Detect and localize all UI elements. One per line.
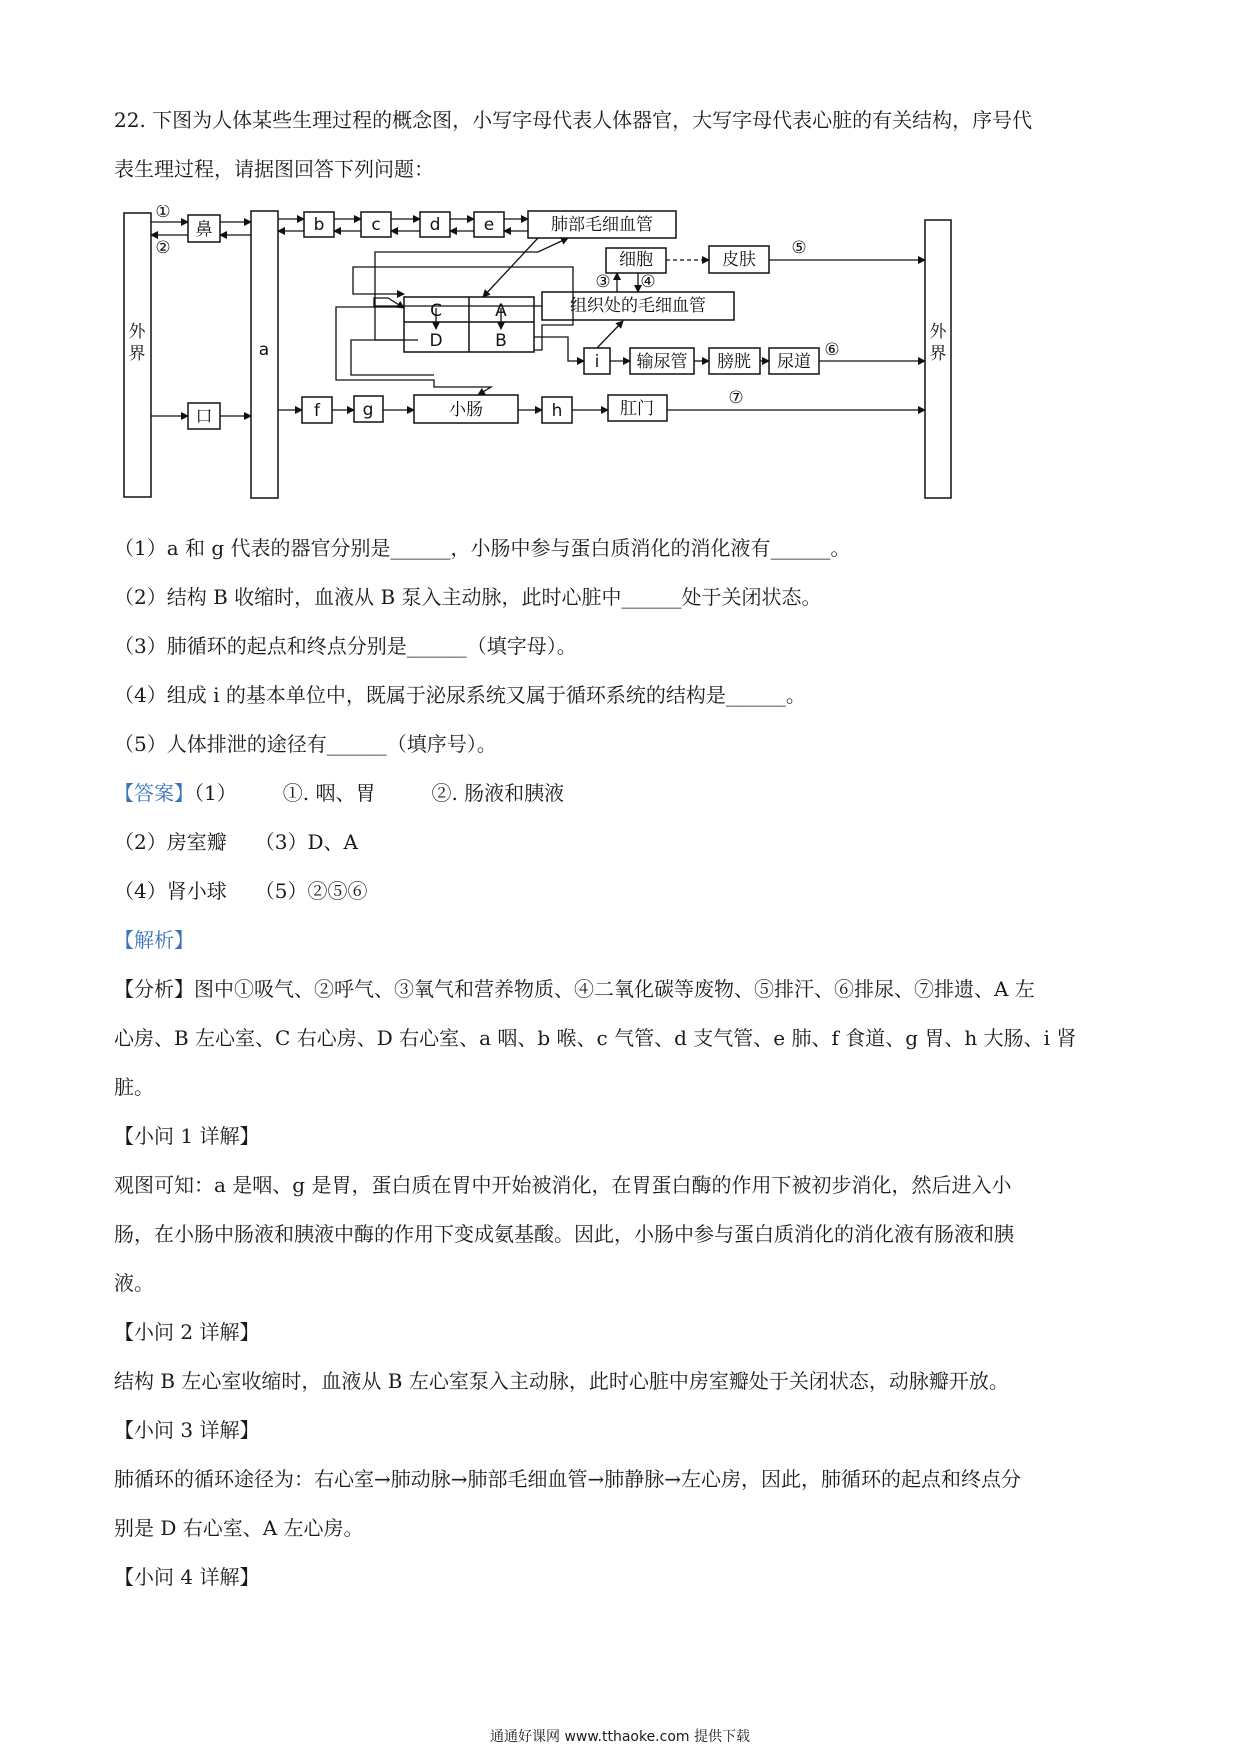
process-7-label: ⑦ bbox=[728, 388, 744, 408]
d-label: d bbox=[429, 215, 441, 235]
bladder-label: 膀胱 bbox=[717, 352, 751, 372]
g-label: g bbox=[362, 400, 374, 420]
nose-label: 鼻 bbox=[195, 220, 213, 240]
question-1: （1）a 和 g 代表的器官分别是______，小肠中参与蛋白质消化的消化液有______。 bbox=[114, 536, 851, 560]
question-stem-line-2: 表生理过程，请据图回答下列问题： bbox=[114, 157, 434, 181]
answer-label: 【答案】 bbox=[114, 781, 194, 805]
a-label: a bbox=[258, 340, 270, 360]
footer-source: 通通好课网 www.tthaoke.com 提供下载 bbox=[490, 1729, 750, 1745]
analysis-fenxi-1: 【分析】图中①吸气、②呼气、③氧气和营养物质、④二氧化碳等废物、⑤排汗、⑥排尿、⑦排遗、A 左 bbox=[114, 977, 1035, 1001]
answer-5: （5）②⑤⑥ bbox=[254, 879, 368, 903]
answer-1-part-2: ②. 肠液和胰液 bbox=[431, 781, 565, 805]
answer-line-3 bbox=[114, 875, 367, 904]
c-label: c bbox=[371, 215, 381, 235]
process-1-label: ① bbox=[155, 205, 171, 222]
urethra-label: 尿道 bbox=[777, 352, 811, 372]
tissue-cap-label: 组织处的毛细血管 bbox=[570, 296, 706, 316]
question-4: （4）组成 i 的基本单位中，既属于泌尿系统又属于循环系统的结构是______。 bbox=[114, 683, 806, 707]
subquestion-2-para-1: 结构 B 左心室收缩时，血液从 B 左心室泵入主动脉，此时心脏中房室瓣处于关闭状态，动脉瓣开放。 bbox=[114, 1369, 1009, 1393]
outside-left-char-1: 外 bbox=[128, 322, 146, 342]
question-3: （3）肺循环的起点和终点分别是______（填字母）。 bbox=[114, 634, 577, 658]
subquestion-3-para-2: 别是 D 右心室、A 左心房。 bbox=[114, 1516, 364, 1540]
answer-1-number: （1） bbox=[194, 781, 237, 805]
ureter-label: 输尿管 bbox=[636, 352, 688, 372]
subquestion-4-heading: 【小问 4 详解】 bbox=[114, 1565, 260, 1589]
b-label: b bbox=[313, 215, 325, 235]
subquestion-1-para-3: 液。 bbox=[114, 1271, 154, 1295]
subquestion-3-heading: 【小问 3 详解】 bbox=[114, 1418, 260, 1442]
process-2-label: ② bbox=[155, 238, 171, 258]
outside-right-char-1: 外 bbox=[929, 322, 947, 342]
process-6-label: ⑥ bbox=[824, 340, 840, 360]
outside-left-char-2: 界 bbox=[128, 344, 146, 364]
i-label: i bbox=[594, 352, 600, 372]
process-3-label: ③ bbox=[595, 272, 611, 292]
e-label: e bbox=[483, 215, 495, 235]
answer-line-2 bbox=[114, 826, 358, 855]
lung-cap-label: 肺部毛细血管 bbox=[551, 215, 653, 235]
subquestion-2-heading: 【小问 2 详解】 bbox=[114, 1320, 260, 1344]
subquestion-1-para-1: 观图可知：a 是咽、g 是胃，蛋白质在胃中开始被消化，在胃蛋白酶的作用下被初步消化，然后进入小 bbox=[114, 1173, 1012, 1197]
question-2: （2）结构 B 收缩时，血液从 B 泵入主动脉，此时心脏中______处于关闭状态。 bbox=[114, 585, 822, 609]
h-label: h bbox=[551, 401, 563, 421]
process-5-label: ⑤ bbox=[791, 238, 807, 258]
physiology-concept-diagram bbox=[118, 205, 978, 505]
heart-D-label: D bbox=[429, 331, 443, 351]
small-intestine-label: 小肠 bbox=[449, 400, 483, 420]
subquestion-3-para-1: 肺循环的循环途径为：右心室→肺动脉→肺部毛细血管→肺静脉→左心房，因此，肺循环的起点和终点分 bbox=[114, 1467, 1022, 1491]
analysis-label: 【解析】 bbox=[114, 928, 194, 952]
mouth-label: 口 bbox=[195, 407, 213, 427]
question-stem-line-1: 22. 下图为人体某些生理过程的概念图，小写字母代表人体器官，大写字母代表心脏的有关结构，序号代 bbox=[114, 108, 1033, 132]
outside-right-label bbox=[930, 322, 948, 364]
subquestion-1-para-2: 肠，在小肠中肠液和胰液中酶的作用下变成氨基酸。因此，小肠中参与蛋白质消化的消化液有肠液和胰 bbox=[114, 1222, 1014, 1246]
outside-right-char-2: 界 bbox=[929, 344, 947, 364]
heart-B-label: B bbox=[495, 331, 507, 351]
question-5: （5）人体排泄的途径有______（填序号）。 bbox=[114, 732, 497, 756]
skin-label: 皮肤 bbox=[722, 250, 756, 270]
answer-2: （2）房室瓣 bbox=[114, 830, 227, 854]
cell-label: 细胞 bbox=[619, 250, 653, 270]
answer-3: （3）D、A bbox=[254, 830, 358, 854]
answer-1-part-1: ①. 咽、胃 bbox=[282, 781, 376, 805]
analysis-fenxi-2: 心房、B 左心室、C 右心房、D 右心室、a 咽、b 喉、c 气管、d 支气管、e 肺、f 食道、g 胃、h 大肠、i 肾 bbox=[114, 1026, 1077, 1050]
analysis-fenxi-3: 脏。 bbox=[114, 1075, 154, 1099]
heart-C-label: C bbox=[430, 301, 442, 321]
f-label: f bbox=[314, 401, 320, 421]
answer-4: （4）肾小球 bbox=[114, 879, 227, 903]
subquestion-1-heading: 【小问 1 详解】 bbox=[114, 1124, 260, 1148]
answer-line-1 bbox=[114, 777, 564, 806]
heart-A-label: A bbox=[495, 301, 507, 321]
anus-label: 肛门 bbox=[620, 399, 654, 419]
process-4-label: ④ bbox=[640, 272, 656, 292]
outside-left-label bbox=[129, 322, 147, 364]
